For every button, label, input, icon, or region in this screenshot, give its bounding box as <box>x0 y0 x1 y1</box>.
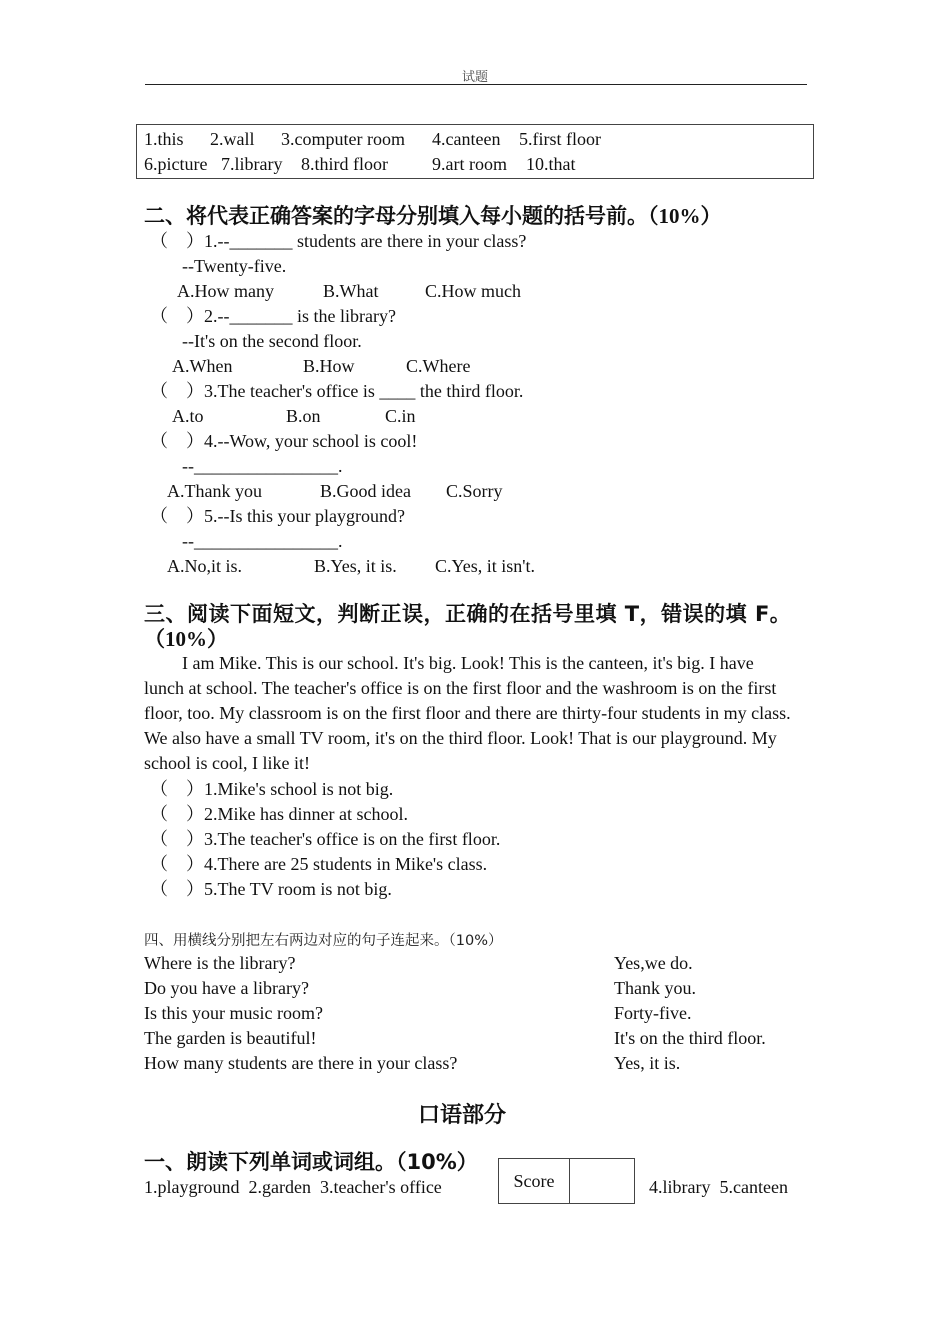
section3-heading: 三、阅读下面短文，判断正误，正确的在括号里填 T，错误的填 F。 <box>144 602 792 626</box>
word-item: 8.third floor <box>301 154 388 174</box>
option: C.How much <box>425 281 521 301</box>
option: A.When <box>172 356 233 376</box>
oral-title: 口语部分 <box>418 1103 507 1128</box>
question: （ ）2.--_______ is the library? <box>150 306 396 326</box>
question: （ ）3.The teacher's office is ____ the third floor. <box>150 381 524 401</box>
reading-passage: I am Mike. This is our school. It's big. Look! This is the canteen, it's big. I have lunch at school. The teacher's office is on the first floor and the washroom is on the first floor, too. My classroom is on the first floor and there are thirty-four students in my class. We also have a small TV room, it's on the third floor. Look! That is our playground. My school is cool, I like it! <box>144 653 791 773</box>
word-item: 6.picture <box>144 154 208 174</box>
oral-words: 4.library 5.canteen <box>649 1177 788 1197</box>
question: （ ）1.--_______ students are there in your class? <box>150 231 527 251</box>
page-header: 试题 <box>462 69 489 84</box>
match-left: How many students are there in your class? <box>144 1053 458 1073</box>
answer-line: --Twenty-five. <box>182 256 287 276</box>
match-right: Yes, it is. <box>614 1053 681 1073</box>
option: B.on <box>286 406 321 426</box>
section3-score: （10%） <box>144 627 228 651</box>
option: B.Yes, it is. <box>314 556 397 576</box>
word-item: 3.computer room <box>281 129 405 149</box>
judge-item: （ ）1.Mike's school is not big. <box>150 779 394 799</box>
question: （ ）4.--Wow, your school is cool! <box>150 431 418 451</box>
word-item: 7.library <box>221 154 283 174</box>
option: A.Thank you <box>167 481 262 501</box>
match-left: The garden is beautiful! <box>144 1028 317 1048</box>
oral-words: 1.playground 2.garden 3.teacher's office <box>144 1177 442 1197</box>
match-left: Is this your music room? <box>144 1003 323 1023</box>
word-item: 9.art room <box>432 154 507 174</box>
match-right: Forty-five. <box>614 1003 692 1023</box>
judge-item: （ ）2.Mike has dinner at school. <box>150 804 408 824</box>
option: A.How many <box>177 281 274 301</box>
score-label: Score <box>499 1159 570 1203</box>
score-box <box>498 1158 635 1204</box>
question: （ ）5.--Is this your playground? <box>150 506 405 526</box>
section2-heading: 二、将代表正确答案的字母分别填入每小题的括号前。（10%） <box>144 204 722 228</box>
option: C.in <box>385 406 416 426</box>
match-left: Where is the library? <box>144 953 296 973</box>
word-item: 4.canteen <box>432 129 501 149</box>
option: B.How <box>303 356 355 376</box>
word-item: 10.that <box>526 154 576 174</box>
match-right: It's on the third floor. <box>614 1028 766 1048</box>
judge-item: （ ）5.The TV room is not big. <box>150 879 392 899</box>
option: C.Yes, it isn't. <box>435 556 535 576</box>
oral-heading: 一、朗读下列单词或词组。（10%） <box>144 1150 478 1174</box>
match-right: Yes,we do. <box>614 953 693 973</box>
word-item: 2.wall <box>210 129 255 149</box>
header-rule <box>145 84 807 85</box>
judge-item: （ ）3.The teacher's office is on the first floor. <box>150 829 501 849</box>
option: A.to <box>172 406 204 426</box>
match-right: Thank you. <box>614 978 696 998</box>
word-item: 1.this <box>144 129 184 149</box>
match-left: Do you have a library? <box>144 978 309 998</box>
option: B.What <box>323 281 379 301</box>
option: C.Sorry <box>446 481 503 501</box>
word-item: 5.first floor <box>519 129 601 149</box>
answer-line: --________________. <box>182 456 343 476</box>
answer-line: --________________. <box>182 531 343 551</box>
section4-heading: 四、用横线分别把左右两边对应的句子连起来。（10%） <box>144 933 503 949</box>
option: A.No,it is. <box>167 556 243 576</box>
score-field[interactable] <box>570 1159 634 1203</box>
option: C.Where <box>406 356 471 376</box>
answer-line: --It's on the second floor. <box>182 331 362 351</box>
judge-item: （ ）4.There are 25 students in Mike's class. <box>150 854 488 874</box>
option: B.Good idea <box>320 481 411 501</box>
